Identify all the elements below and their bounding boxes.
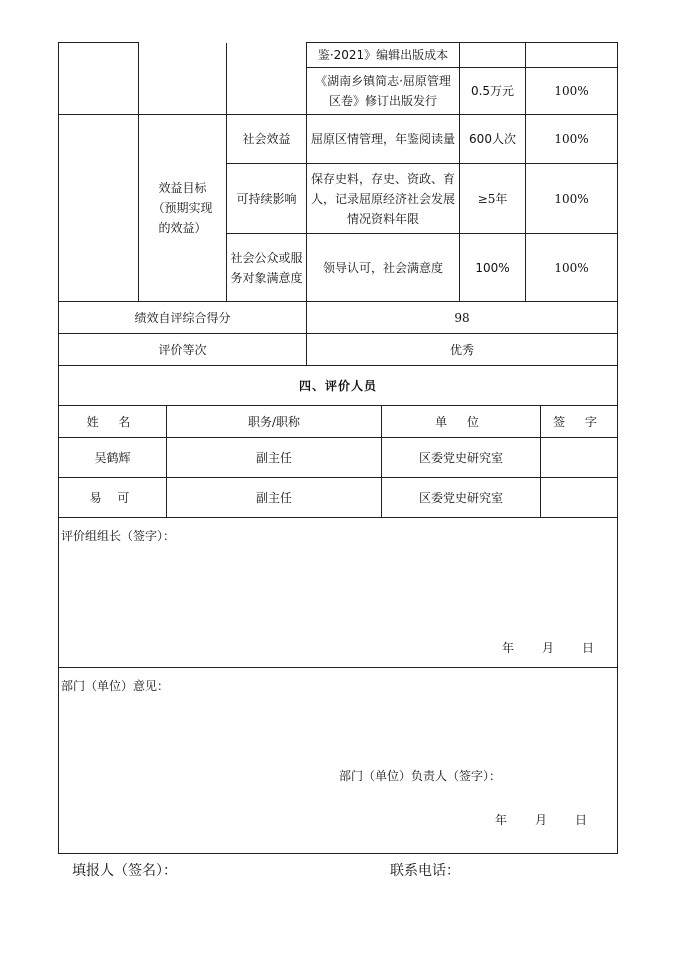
leader-year: 年 bbox=[502, 641, 515, 655]
blank-cell-benefit-left bbox=[59, 115, 139, 302]
score-label: 绩效自评综合得分 bbox=[59, 302, 307, 334]
grade-label: 评价等次 bbox=[59, 334, 307, 366]
dept-opinion-block[interactable] bbox=[59, 668, 618, 854]
benefit-row2-score: 100% bbox=[526, 164, 618, 234]
header-name: 姓 名 bbox=[59, 406, 167, 438]
blank-cell-cat bbox=[227, 43, 307, 115]
evaluator-title: 副主任 bbox=[167, 438, 382, 478]
evaluator-unit: 区委党史研究室 bbox=[382, 438, 541, 478]
benefit-row2-value: ≥5年 bbox=[460, 164, 526, 234]
evaluator-unit: 区委党史研究室 bbox=[382, 478, 541, 518]
leader-day: 日 bbox=[582, 641, 595, 655]
dept-date bbox=[495, 810, 587, 830]
dept-label: 部门（单位）意见： bbox=[61, 679, 170, 693]
benefit-row1-indicator: 屈原区情管理，年鉴阅读量 bbox=[307, 115, 460, 164]
phone-label: 联系电话： bbox=[390, 863, 460, 879]
benefit-row1-category: 社会效益 bbox=[227, 115, 307, 164]
benefit-row3-category: 社会公众或服务对象满意度 bbox=[227, 234, 307, 302]
project-row2-score: 100% bbox=[526, 68, 618, 115]
leader-date bbox=[502, 638, 594, 658]
header-sign: 签 字 bbox=[541, 406, 618, 438]
blank-cell-left bbox=[59, 43, 139, 115]
indicator-table bbox=[58, 42, 618, 366]
grade-value: 优秀 bbox=[307, 334, 618, 366]
benefit-row3-score: 100% bbox=[526, 234, 618, 302]
dept-year: 年 bbox=[495, 813, 508, 827]
blank-cell-mid bbox=[139, 43, 227, 115]
evaluator-name: 吴鹤辉 bbox=[59, 438, 167, 478]
benefit-row1-value: 600人次 bbox=[460, 115, 526, 164]
project-row2-indicator: 《湖南乡镇简志·屈原管理区卷》修订出版发行 bbox=[307, 68, 460, 115]
benefit-row3-value: 100% bbox=[460, 234, 526, 302]
leader-month: 月 bbox=[542, 641, 555, 655]
benefit-row1-score: 100% bbox=[526, 115, 618, 164]
header-title: 职务/职称 bbox=[167, 406, 382, 438]
evaluator-table bbox=[58, 365, 618, 854]
dept-month: 月 bbox=[535, 813, 548, 827]
evaluator-sign[interactable] bbox=[541, 478, 618, 518]
evaluator-title: 副主任 bbox=[167, 478, 382, 518]
benefit-group-label: 效益目标（预期实现的效益） bbox=[139, 115, 227, 302]
leader-signature-block[interactable] bbox=[59, 518, 618, 668]
leader-label: 评价组组长（签字）： bbox=[61, 529, 176, 543]
score-value: 98 bbox=[307, 302, 618, 334]
filler-label: 填报人（签名）： bbox=[72, 863, 177, 879]
dept-day: 日 bbox=[575, 813, 588, 827]
evaluation-form bbox=[58, 42, 617, 854]
benefit-row3-indicator: 领导认可，社会满意度 bbox=[307, 234, 460, 302]
project-row2-value: 0.5万元 bbox=[460, 68, 526, 115]
section-title: 四、评价人员 bbox=[59, 366, 618, 406]
benefit-row2-category: 可持续影响 bbox=[227, 164, 307, 234]
project-row1-score bbox=[526, 43, 618, 68]
header-unit: 单 位 bbox=[382, 406, 541, 438]
benefit-row2-indicator: 保存史料，存史、资政、育人，记录屈原经济社会发展情况资料年限 bbox=[307, 164, 460, 234]
project-row1-indicator: 鉴·2021》编辑出版成本 bbox=[307, 43, 460, 68]
dept-signature-label: 部门（单位）负责人（签字）： bbox=[339, 769, 502, 783]
evaluator-name: 易 可 bbox=[59, 478, 167, 518]
evaluator-sign[interactable] bbox=[541, 438, 618, 478]
project-row1-value bbox=[460, 43, 526, 68]
